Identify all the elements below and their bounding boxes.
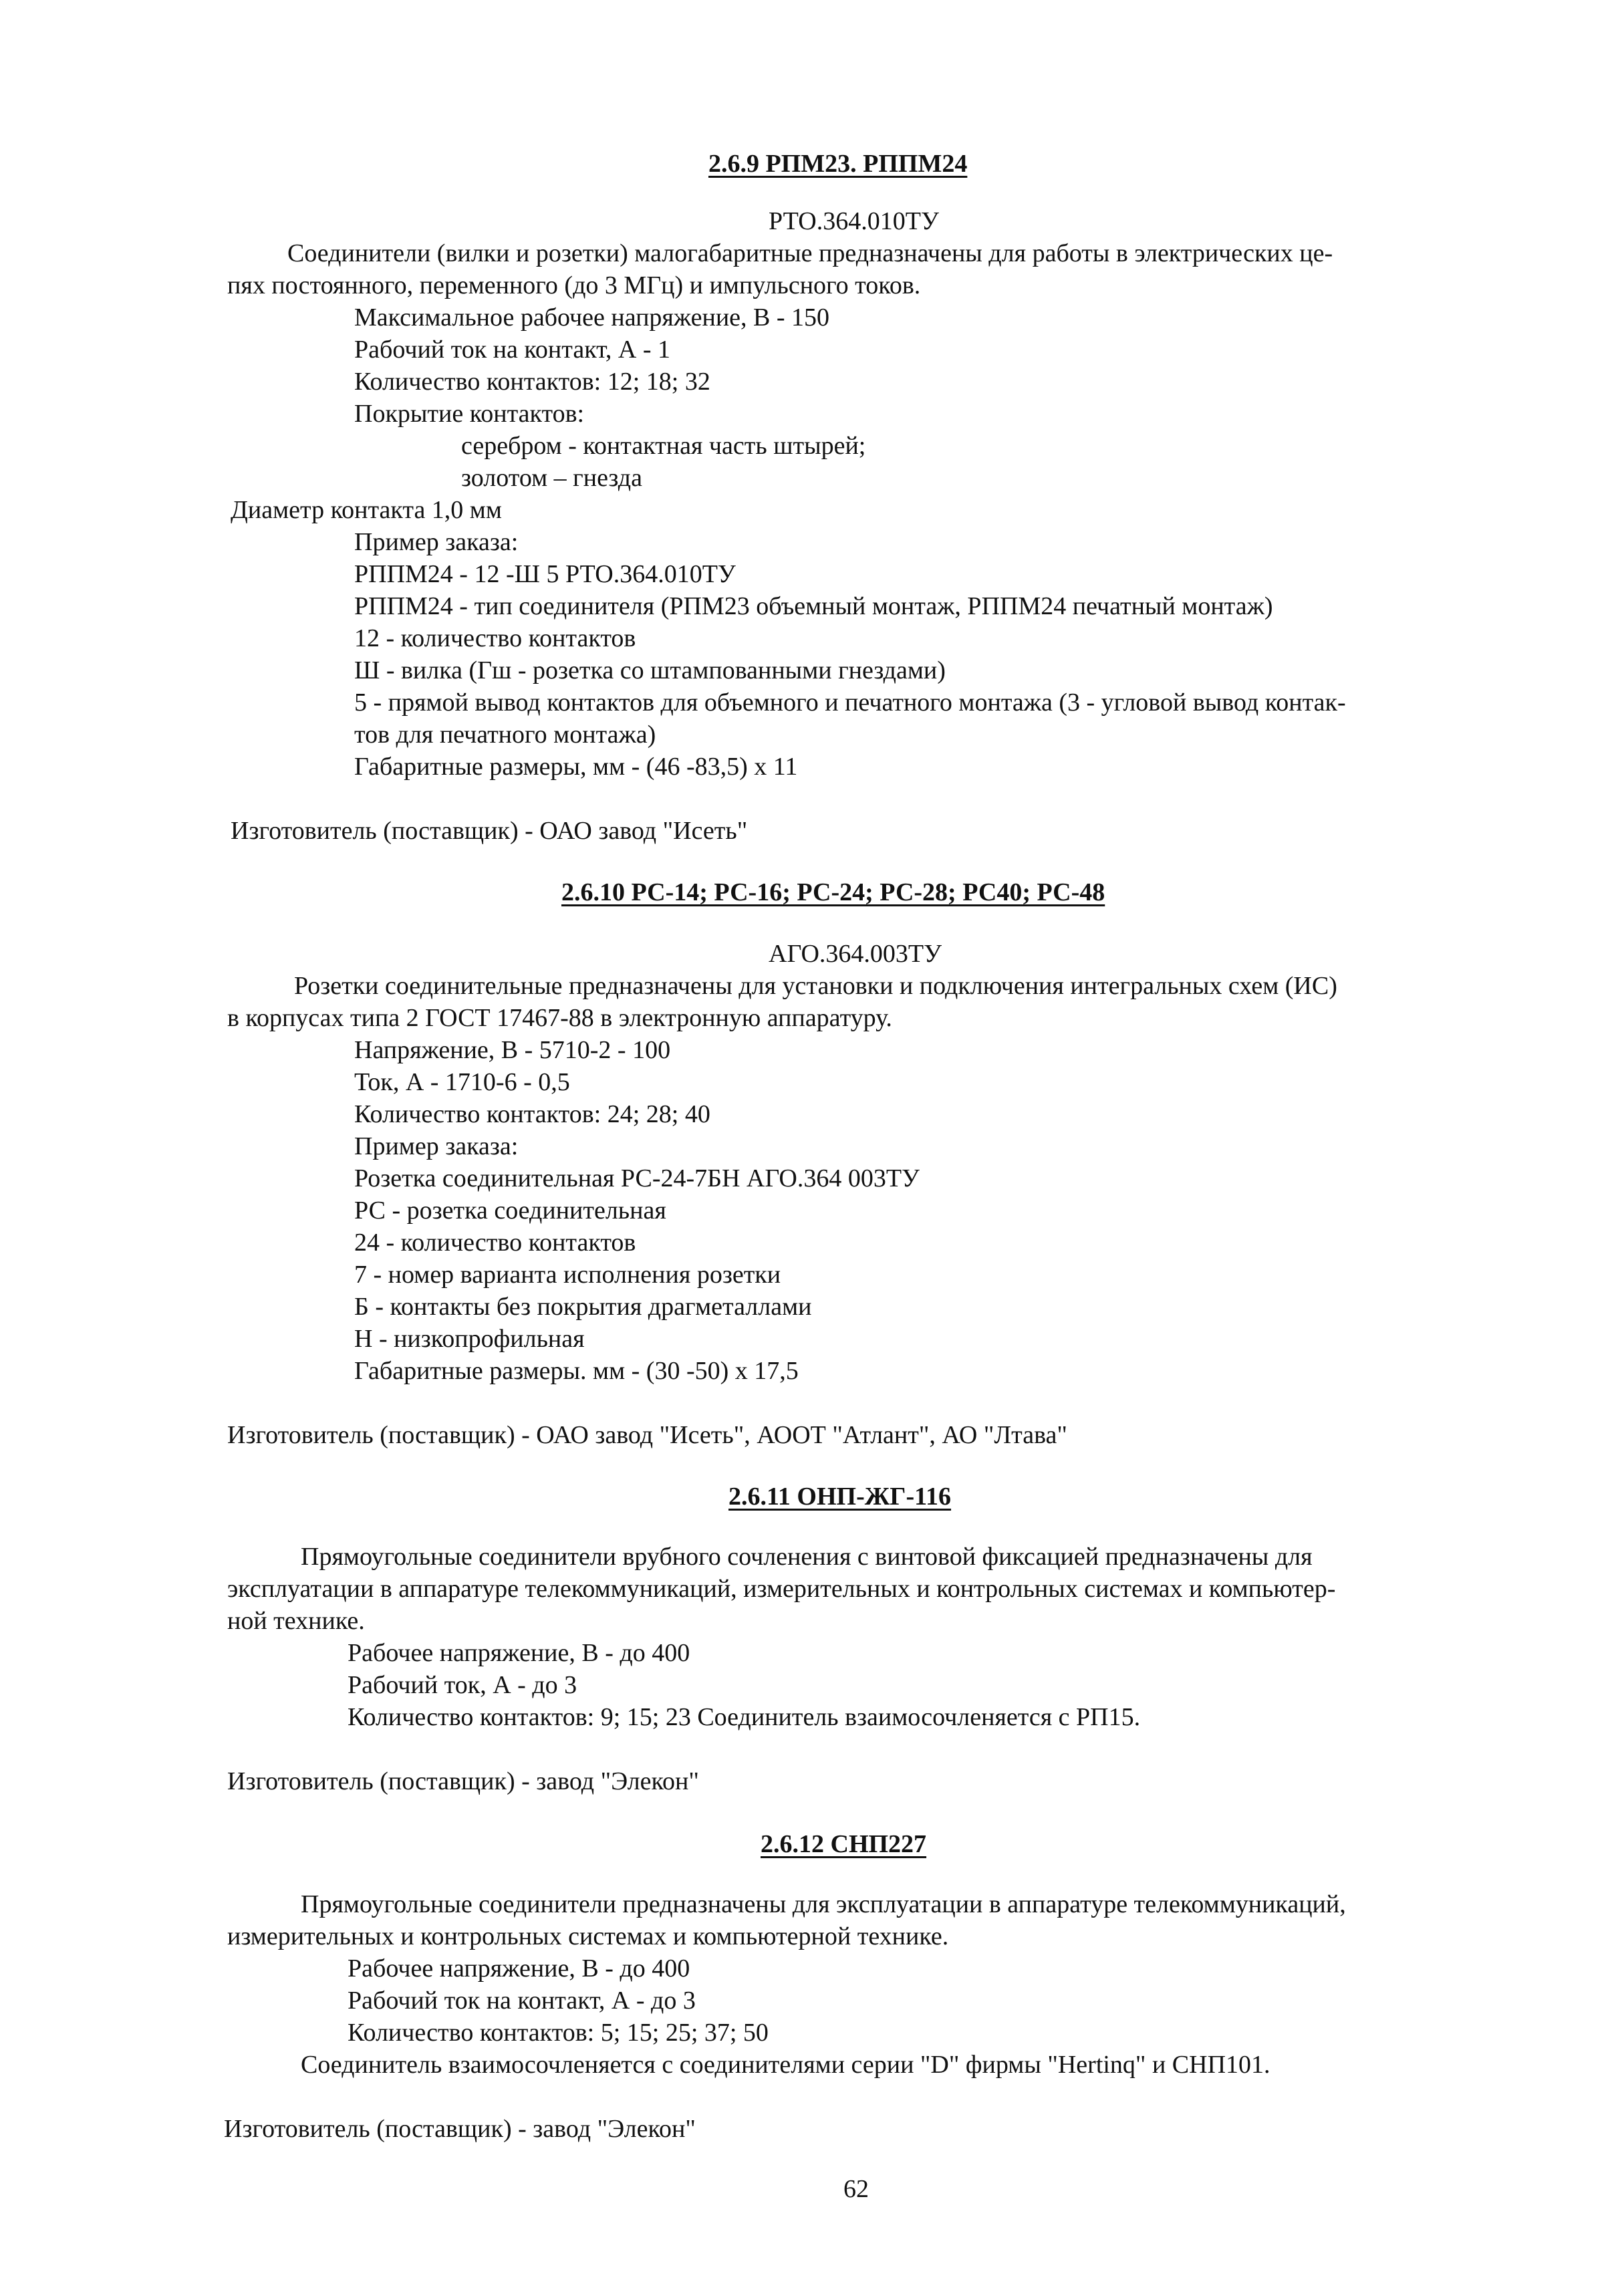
param-current: Ток, А - 1710-6 - 0,5 (354, 1068, 570, 1096)
param-coating: Покрытие контактов: (354, 400, 585, 428)
manufacturer: Изготовитель (поставщик) - ОАО завод "Исеть", АООТ "Атлант", АО "Лтава" (227, 1421, 1067, 1449)
param-coating-item: серебром - контактная часть штырей; (461, 432, 866, 460)
description-line: Прямоугольные соединители врубного сочленения с винтовой фиксацией предназначены для (301, 1543, 1313, 1571)
description-line: Соединители (вилки и розетки) малогабаритные предназначены для работы в электрических це- (287, 239, 1333, 267)
dimensions: Габаритные размеры, мм - (46 -83,5) х 11 (354, 753, 798, 781)
param-voltage: Максимальное рабочее напряжение, В - 150 (354, 303, 830, 332)
spec-code: АГО.364.003ТУ (769, 940, 942, 968)
order-example-line: 5 - прямой вывод контактов для объемного и печатного монтажа (3 - угловой вывод контак- (354, 688, 1346, 717)
order-example-line: 12 - количество контактов (354, 624, 636, 652)
description-line: измерительных и контрольных системах и компьютерной технике. (227, 1922, 949, 1950)
section-heading-2-6-12: 2.6.12 СНП227 (761, 1830, 927, 1858)
section-heading-2-6-11: 2.6.11 ОНП-ЖГ-116 (728, 1483, 952, 1511)
order-example-title: Пример заказа: (354, 1132, 519, 1160)
section-heading-2-6-10: 2.6.10 РС-14; РС-16; РС-24; РС-28; РС40; РС-48 (561, 878, 1105, 906)
param-voltage: Напряжение, В - 5710-2 - 100 (354, 1036, 671, 1064)
order-example-line: Ш - вилка (Гш - розетка со штампованными гнездами) (354, 656, 946, 684)
section-heading-2-6-9: 2.6.9 РПМ23. РППМ24 (708, 150, 968, 178)
order-example-line: 24 - количество контактов (354, 1229, 636, 1257)
description-line: Прямоугольные соединители предназначены для эксплуатации в аппаратуре телекоммуникаций, (301, 1890, 1346, 1918)
compatibility-note: Соединитель взаимосочленяется с соединителями серии "D" фирмы "Hertinq" и СНП101. (301, 2051, 1270, 2079)
param-current: Рабочий ток, А - до 3 (348, 1671, 577, 1699)
param-voltage: Рабочее напряжение, В - до 400 (348, 1954, 690, 1983)
order-example-line: Б - контакты без покрытия драгметаллами (354, 1293, 812, 1321)
param-voltage: Рабочее напряжение, В - до 400 (348, 1639, 690, 1667)
param-current: Рабочий ток на контакт, А - 1 (354, 336, 671, 364)
spec-code: РТО.364.010ТУ (769, 207, 939, 235)
manufacturer: Изготовитель (поставщик) - завод "Элекон" (227, 1767, 699, 1795)
order-example-line: 7 - номер варианта исполнения розетки (354, 1261, 781, 1289)
manufacturer: Изготовитель (поставщик) - завод "Элекон" (224, 2115, 696, 2143)
order-example-line: Н - низкопрофильная (354, 1325, 585, 1353)
param-contact-count: Количество контактов: 5; 15; 25; 37; 50 (348, 2019, 769, 2047)
page-number: 62 (843, 2175, 869, 2203)
param-coating-item: золотом – гнезда (461, 464, 642, 492)
order-example-line: РППМ24 - тип соединителя (РПМ23 объемный монтаж, РППМ24 печатный монтаж) (354, 592, 1273, 620)
param-diameter: Диаметр контакта 1,0 мм (231, 496, 502, 524)
description-line: в корпусах типа 2 ГОСТ 17467-88 в электронную аппаратуру. (227, 1004, 892, 1032)
order-example-line: РС - розетка соединительная (354, 1196, 666, 1225)
order-example-title: Пример заказа: (354, 528, 519, 556)
param-contact-count: Количество контактов: 12; 18; 32 (354, 368, 710, 396)
description-line: ной технике. (227, 1607, 365, 1635)
dimensions: Габаритные размеры. мм - (30 -50) х 17,5 (354, 1357, 799, 1385)
manufacturer: Изготовитель (поставщик) - ОАО завод "Исеть" (231, 817, 748, 845)
param-current: Рабочий ток на контакт, А - до 3 (348, 1987, 696, 2015)
param-contact-count: Количество контактов: 24; 28; 40 (354, 1100, 710, 1128)
description-line: пях постоянного, переменного (до 3 МГц) и импульсного токов. (227, 271, 921, 299)
param-contact-count: Количество контактов: 9; 15; 23 Соединитель взаимосочленяется с РП15. (348, 1703, 1141, 1731)
order-example-line: тов для печатного монтажа) (354, 721, 656, 749)
order-example-code: РППМ24 - 12 -Ш 5 РТО.364.010ТУ (354, 560, 736, 588)
description-line: эксплуатации в аппаратуре телекоммуникаций, измерительных и контрольных системах и компьютер- (227, 1575, 1336, 1603)
description-line: Розетки соединительные предназначены для установки и подключения интегральных схем (ИС) (294, 972, 1337, 1000)
order-example-code: Розетка соединительная РС-24-7БН АГО.364 003ТУ (354, 1164, 920, 1192)
